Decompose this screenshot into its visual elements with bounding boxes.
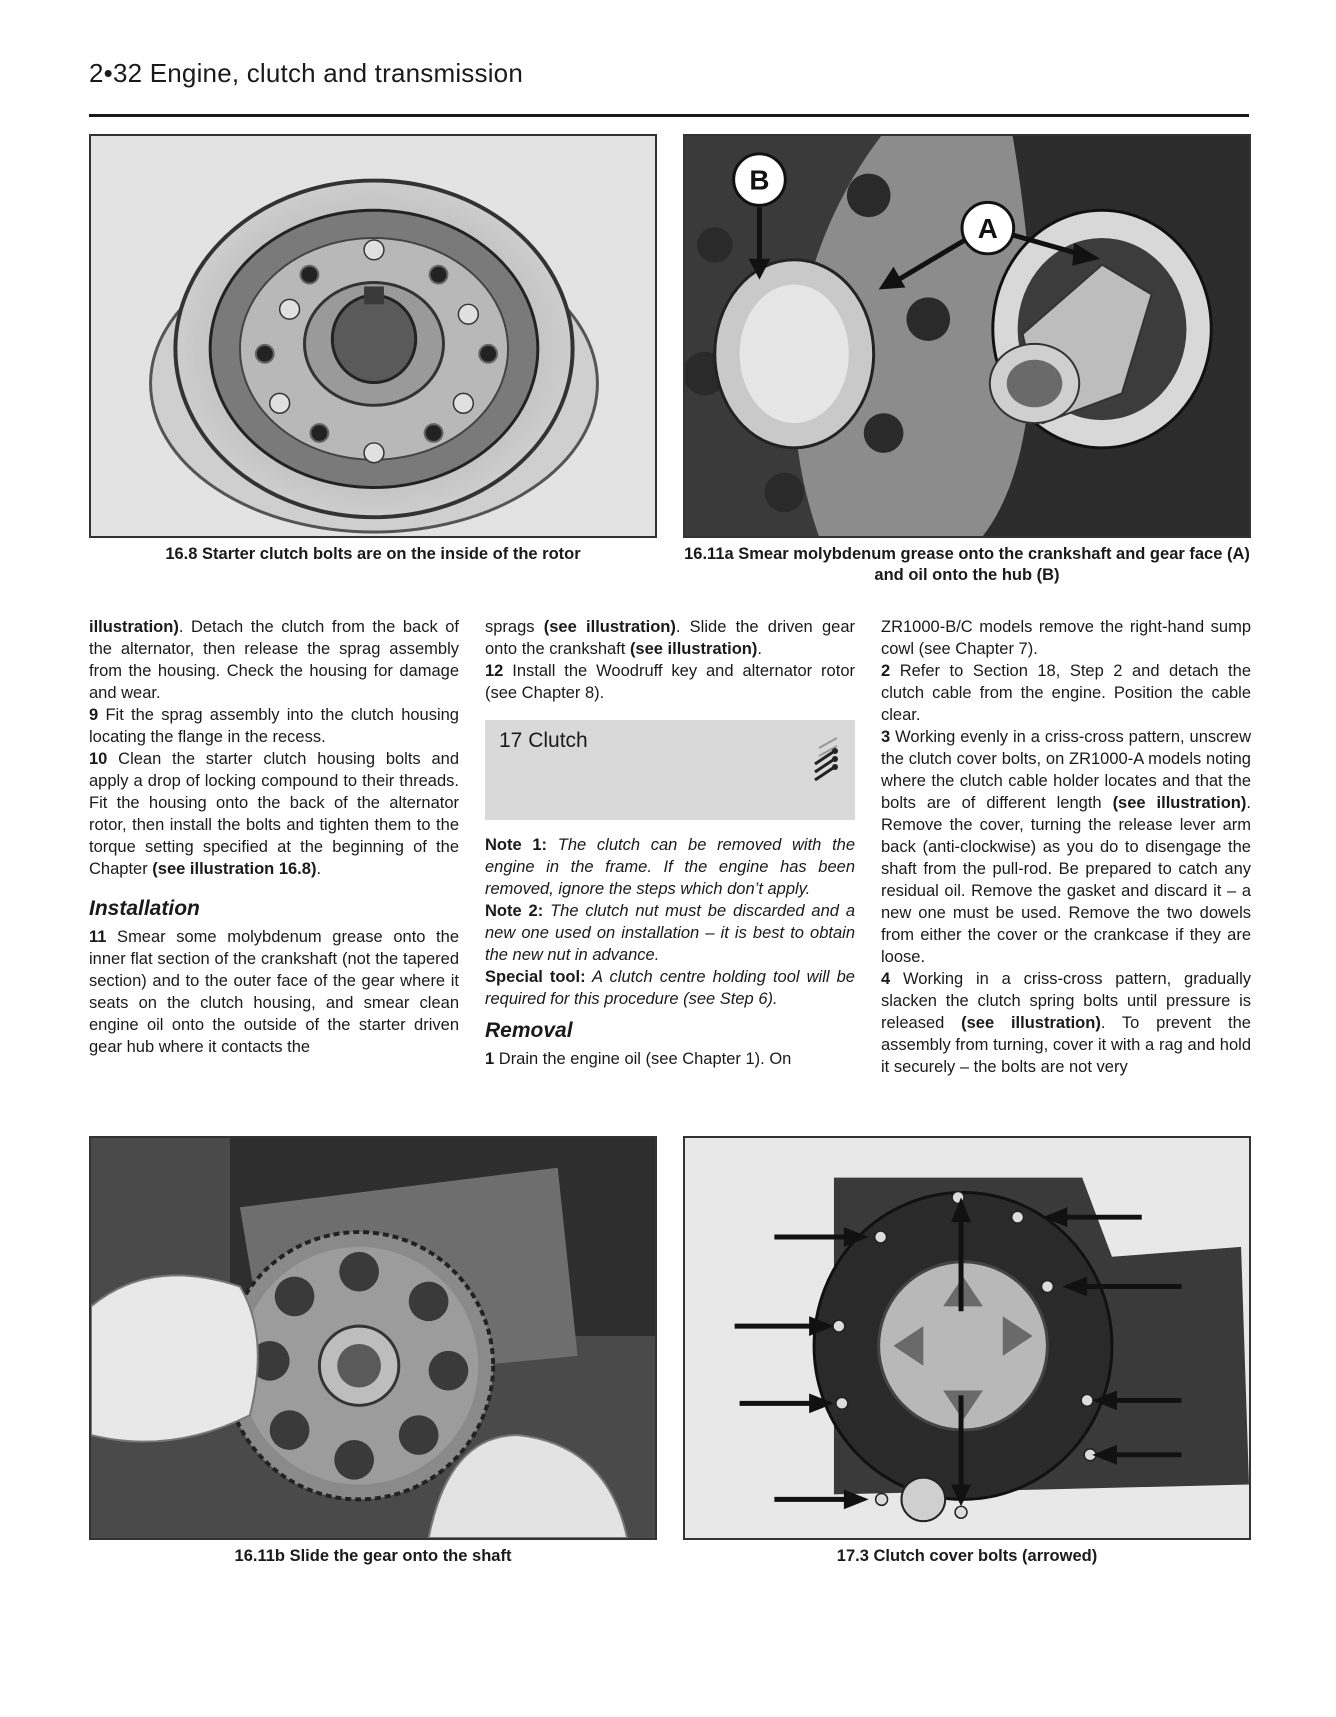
step-10 — [89, 748, 459, 880]
step-12 — [485, 660, 855, 704]
paragraph — [485, 616, 855, 660]
step-number: 1 — [485, 1050, 495, 1068]
spanner-rating-icon — [811, 734, 843, 790]
photo-16-11a — [683, 134, 1251, 538]
photo-16-11b — [89, 1136, 657, 1540]
heading-installation: Installation — [89, 897, 200, 920]
step-text: . — [316, 860, 322, 878]
step-3 — [881, 726, 1251, 968]
step-text: Drain the engine oil (see Chapter 1). On — [494, 1050, 792, 1068]
label-a: A — [977, 213, 998, 244]
special-tool-note — [485, 966, 855, 1010]
text-column-1 — [89, 616, 459, 1058]
step-text: . Remove the cover, turning the release lever arm back (anti-clockwise) as you do to disengage the shaft from the pull-rod. Be prepared to catch any residual oil. Remove the gasket and discard it – a new one must be used. Remove the two dowels from either the cover or the crankcase if they are loose. — [881, 794, 1251, 966]
heading-removal: Removal — [485, 1019, 573, 1042]
step-2 — [881, 660, 1251, 726]
caption-16-8: 16.8 Starter clutch bolts are on the inside of the rotor — [165, 545, 581, 563]
photo-16-8 — [89, 134, 657, 538]
bold-ref: (see illustration) — [543, 618, 676, 636]
note-label: Note 2: — [485, 902, 544, 920]
step-text: Refer to Section 18, Step 2 and detach the clutch cable from the engine. Position the cable clear. — [881, 662, 1251, 724]
text-column-2 — [485, 616, 855, 1070]
note-text: The clutch nut must be discarded and a new one used on installation – it is best to obtain the new nut in advance. — [485, 902, 855, 964]
step-text: Working evenly in a criss-cross pattern, unscrew the clutch cover bolts, on ZR1000-A models noting where the clutch cable holder locates and that the bolts are of different length — [881, 728, 1251, 812]
step-number: 9 — [89, 706, 99, 724]
paragraph-text: sprags — [485, 618, 544, 636]
step-9 — [89, 704, 459, 748]
paragraph — [89, 616, 459, 704]
step-number: 2 — [881, 662, 891, 680]
step-11 — [89, 926, 459, 1058]
step-number: 10 — [89, 750, 108, 768]
step-text: Fit the sprag assembly into the clutch housing locating the flange in the recess. — [89, 706, 459, 746]
page-title: 2•32 Engine, clutch and transmission — [89, 58, 523, 88]
step-number: 3 — [881, 728, 891, 746]
step-text: Working in a criss-cross pattern, gradually slacken the clutch spring bolts until pressure is released — [881, 970, 1251, 1032]
header-divider — [89, 114, 1249, 117]
paragraph: ZR1000-B/C models remove the right-hand sump cowl (see Chapter 7). — [881, 618, 1251, 658]
step-text: . To prevent the assembly from turning, cover it with a rag and hold it securely – the bolts are not very — [881, 1014, 1251, 1076]
caption-16-11b: 16.11b Slide the gear onto the shaft — [234, 1547, 512, 1565]
note-text: A clutch centre holding tool will be required for this procedure (see Step 6). — [485, 968, 855, 1008]
section-heading-box — [485, 720, 855, 820]
step-number: 4 — [881, 970, 891, 988]
bold-ref: (see illustration 16.8) — [152, 860, 317, 878]
step-text: Install the Woodruff key and alternator rotor (see Chapter 8). — [485, 662, 855, 702]
label-b: B — [749, 164, 770, 196]
bold-ref: (see illustration) — [629, 640, 758, 658]
page-header — [89, 58, 1249, 89]
caption-16-11a: 16.11a Smear molybdenum grease onto the crankshaft and gear face (A) and oil onto the hub (B) — [684, 545, 1250, 584]
note-label: Special tool: — [485, 968, 586, 986]
text-column-3 — [881, 616, 1251, 1078]
section-title: 17 Clutch — [499, 729, 588, 752]
step-text: Smear some molybdenum grease onto the inner flat section of the crankshaft (not the tapered section) and to the outer face of the gear where it seats on the clutch housing, and smear clean engine oil onto the outside of the starter driven gear hub where it contacts the — [89, 928, 459, 1056]
step-4 — [881, 968, 1251, 1078]
step-text: Clean the starter clutch housing bolts and apply a drop of locking compound to their threads. Fit the housing onto the back of the alternator rotor, then install the bolts and tighten them to the torque setting specified at the beginning of the Chapter — [89, 750, 459, 878]
note-text: The clutch can be removed with the engine in the frame. If the engine has been removed, ignore the steps which don’t apply. — [485, 836, 856, 898]
note-2 — [485, 900, 855, 966]
paragraph-text: . Slide the driven gear onto the crankshaft — [485, 618, 855, 658]
bold-ref: (see illustration) — [961, 1014, 1101, 1032]
step-number: 11 — [89, 928, 107, 946]
note-label: Note 1: — [485, 836, 548, 854]
step-number: 12 — [485, 662, 504, 680]
bold-ref: illustration) — [89, 618, 179, 636]
photo-17-3 — [683, 1136, 1251, 1540]
step-1 — [485, 1048, 855, 1070]
paragraph-text: . Detach the clutch from the back of the alternator, then release the sprag assembly from the housing. Check the housing for damage and wear. — [89, 618, 459, 702]
paragraph-text: . — [757, 640, 762, 658]
bold-ref: (see illustration) — [1112, 794, 1247, 812]
caption-17-3: 17.3 Clutch cover bolts (arrowed) — [836, 1547, 1098, 1565]
note-1 — [485, 834, 855, 900]
